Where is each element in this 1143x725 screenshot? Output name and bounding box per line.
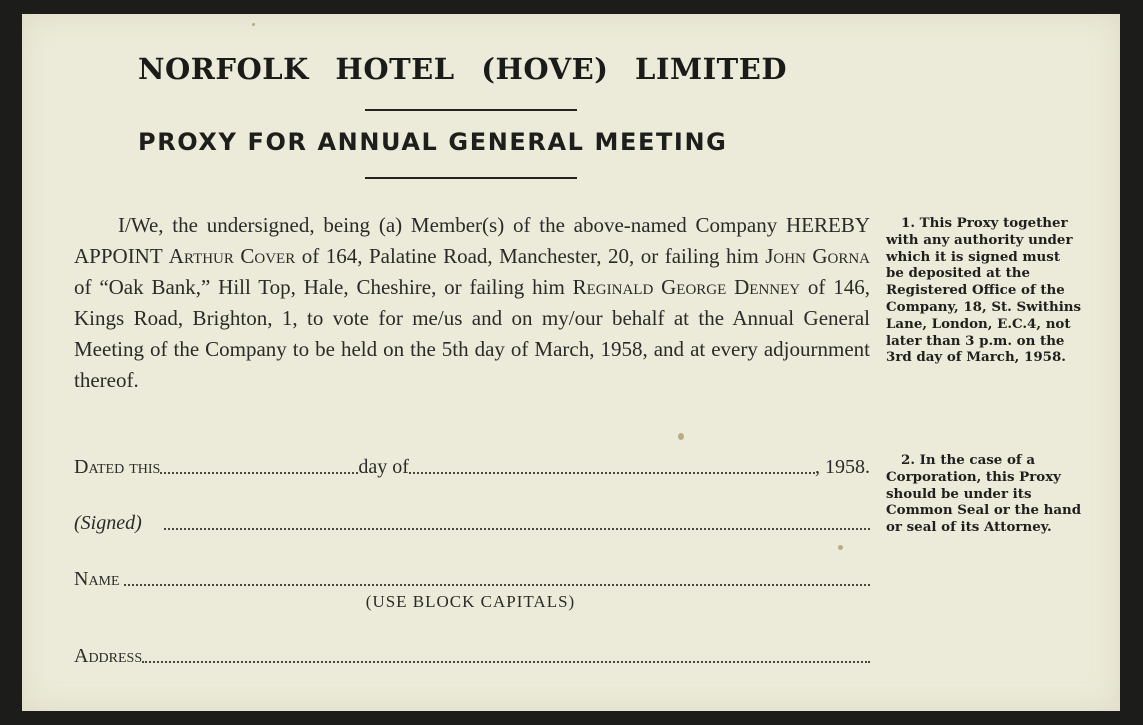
dated-label: Dated this: [74, 456, 161, 478]
company-name: NORFOLK HOTEL (HOVE) LIMITED: [138, 52, 787, 86]
day-of-label: day of: [358, 456, 409, 478]
address-label: Address: [74, 645, 143, 667]
signed-row: [74, 509, 870, 535]
paper-spot: [252, 23, 255, 26]
appointment-paragraph: [74, 210, 870, 396]
dated-row: [74, 453, 870, 479]
paper-spot: [678, 433, 684, 440]
name-label: Name: [74, 568, 120, 590]
note-text: This Proxy together with any authority under which it is signed must be deposited at the Registered Office of the Company, 18, St. Swithins Lane, London, E.C.4, not later than 3 p.m. on the 3rd day of March, 1958.: [886, 215, 1082, 366]
note-1: [886, 215, 1082, 366]
name-field[interactable]: [124, 583, 870, 586]
paragraph-text: I/We, the undersigned, being (a) Member(s) of the above-named Company HEREBY APPOINT: [74, 213, 870, 268]
signed-label: (Signed): [74, 512, 142, 534]
address-field[interactable]: [142, 660, 870, 663]
proxy-name-1: Arthur Cover: [168, 244, 296, 268]
paragraph-text: of “Oak Bank,” Hill Top, Hale, Cheshire, or failing him: [74, 275, 573, 299]
paragraph-text: of 146, Kings Road, Brighton, 1, to vote for me/us and on my/our behalf at the Annual General Meeting of the Company to be held on the 5th day of March, 1958, and at every adjournment thereof.: [74, 275, 871, 392]
document-title: PROXY FOR ANNUAL GENERAL MEETING: [138, 128, 728, 156]
date-month-field[interactable]: [409, 471, 815, 474]
paper-spot: [838, 545, 843, 550]
note-text: In the case of a Corporation, this Proxy should be under its Common Seal or the hand or seal of its Attorney.: [886, 452, 1082, 536]
date-day-field[interactable]: [160, 471, 358, 474]
note-2: [886, 452, 1082, 536]
note-number: 2.: [901, 452, 915, 468]
proxy-card: [22, 14, 1120, 711]
proxy-name-2: John Gorna: [765, 244, 871, 268]
signature-field[interactable]: [164, 527, 870, 530]
address-row: [74, 642, 870, 668]
block-capitals-caption: (USE BLOCK CAPITALS): [365, 592, 576, 611]
title-rule-top: [365, 109, 577, 111]
title-rule-bottom: [365, 177, 577, 179]
year-label: , 1958.: [815, 456, 870, 478]
paragraph-text: of 164, Palatine Road, Manchester, 20, or failing him: [295, 244, 766, 268]
note-number: 1.: [901, 215, 915, 231]
name-row: [74, 565, 870, 591]
proxy-name-3: Reginald George Denney: [572, 275, 801, 299]
